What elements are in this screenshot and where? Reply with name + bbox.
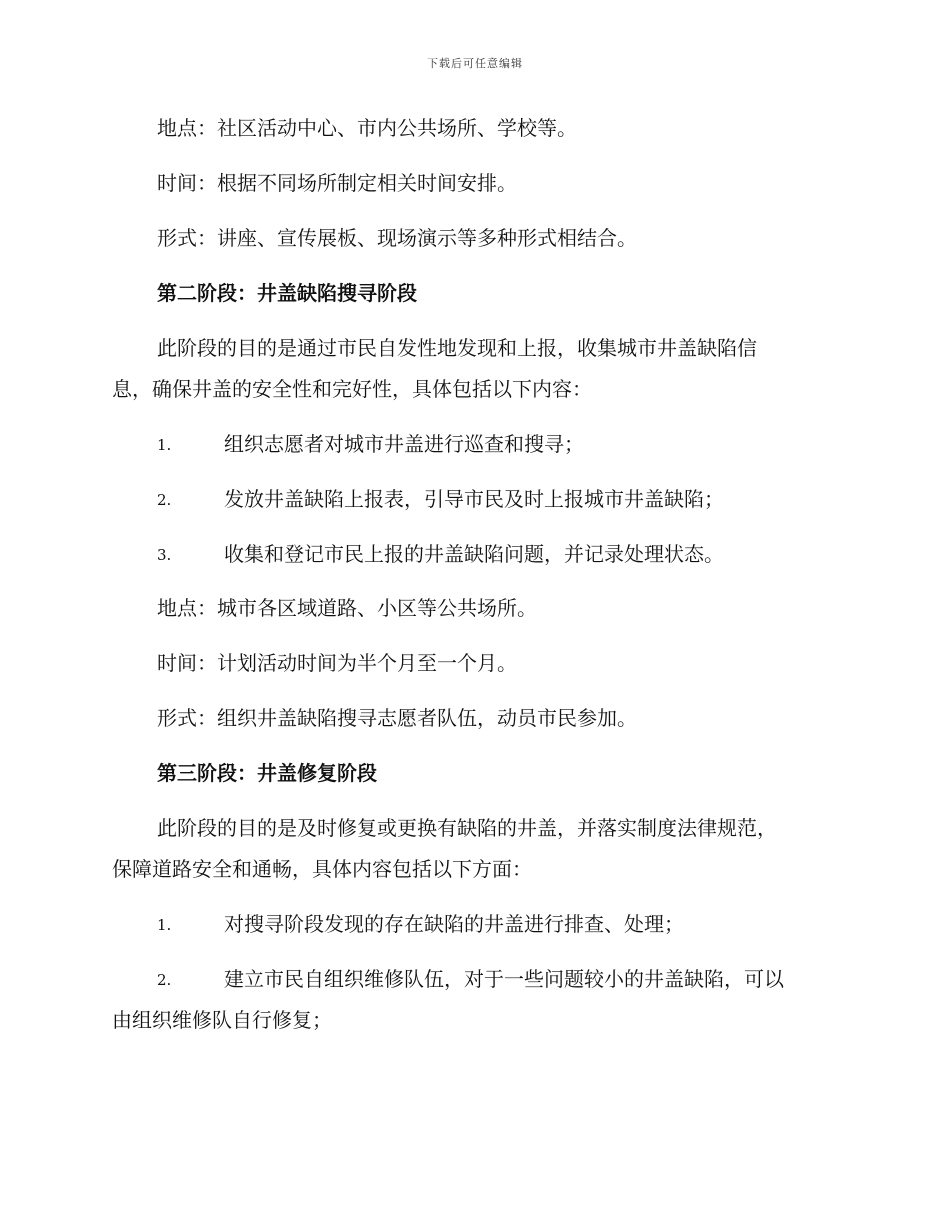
stage3-intro-line1: 此阶段的目的是及时修复或更换有缺陷的井盖，并落实制度法律规范， [157, 816, 777, 840]
stage3-intro-line2: 保障道路安全和通畅，具体内容包括以下方面： [112, 857, 532, 881]
stage3-item2-text: 建立市民自组织维修队伍，对于一些问题较小的井盖缺陷，可以 [224, 967, 784, 991]
stage2-item2-text: 发放井盖缺陷上报表，引导市民及时上报城市井盖缺陷； [224, 487, 724, 511]
stage2-item3-number: 3. [157, 546, 172, 564]
stage1-location: 地点：社区活动中心、市内公共场所、学校等。 [157, 116, 577, 140]
stage1-time: 时间：根据不同场所制定相关时间安排。 [157, 171, 517, 195]
stage2-item1-text: 组织志愿者对城市井盖进行巡查和搜寻； [224, 432, 584, 456]
stage2-form: 形式：组织井盖缺陷搜寻志愿者队伍，动员市民参加。 [157, 706, 637, 730]
stage2-time: 时间：计划活动时间为半个月至一个月。 [157, 651, 517, 675]
stage2-heading: 第二阶段：井盖缺陷搜寻阶段 [157, 281, 417, 305]
stage2-item1-number: 1. [157, 436, 172, 454]
stage2-item2-number: 2. [157, 491, 172, 509]
stage3-item2-number: 2. [157, 971, 172, 989]
stage1-form: 形式：讲座、宣传展板、现场演示等多种形式相结合。 [157, 226, 637, 250]
stage3-item2-continuation: 由组织维修队自行修复； [112, 1008, 332, 1032]
stage3-heading: 第三阶段：井盖修复阶段 [157, 761, 377, 785]
page-header: 下载后可任意编辑 [427, 57, 523, 70]
stage2-item3-text: 收集和登记市民上报的井盖缺陷问题，并记录处理状态。 [224, 542, 724, 566]
stage3-item1-number: 1. [157, 916, 172, 934]
stage3-item1-text: 对搜寻阶段发现的存在缺陷的井盖进行排查、处理； [224, 912, 684, 936]
stage2-location: 地点：城市各区域道路、小区等公共场所。 [157, 596, 537, 620]
stage2-intro-line1: 此阶段的目的是通过市民自发性地发现和上报，收集城市井盖缺陷信 [157, 336, 757, 360]
stage2-intro-line2: 息，确保井盖的安全性和完好性，具体包括以下内容： [112, 377, 592, 401]
